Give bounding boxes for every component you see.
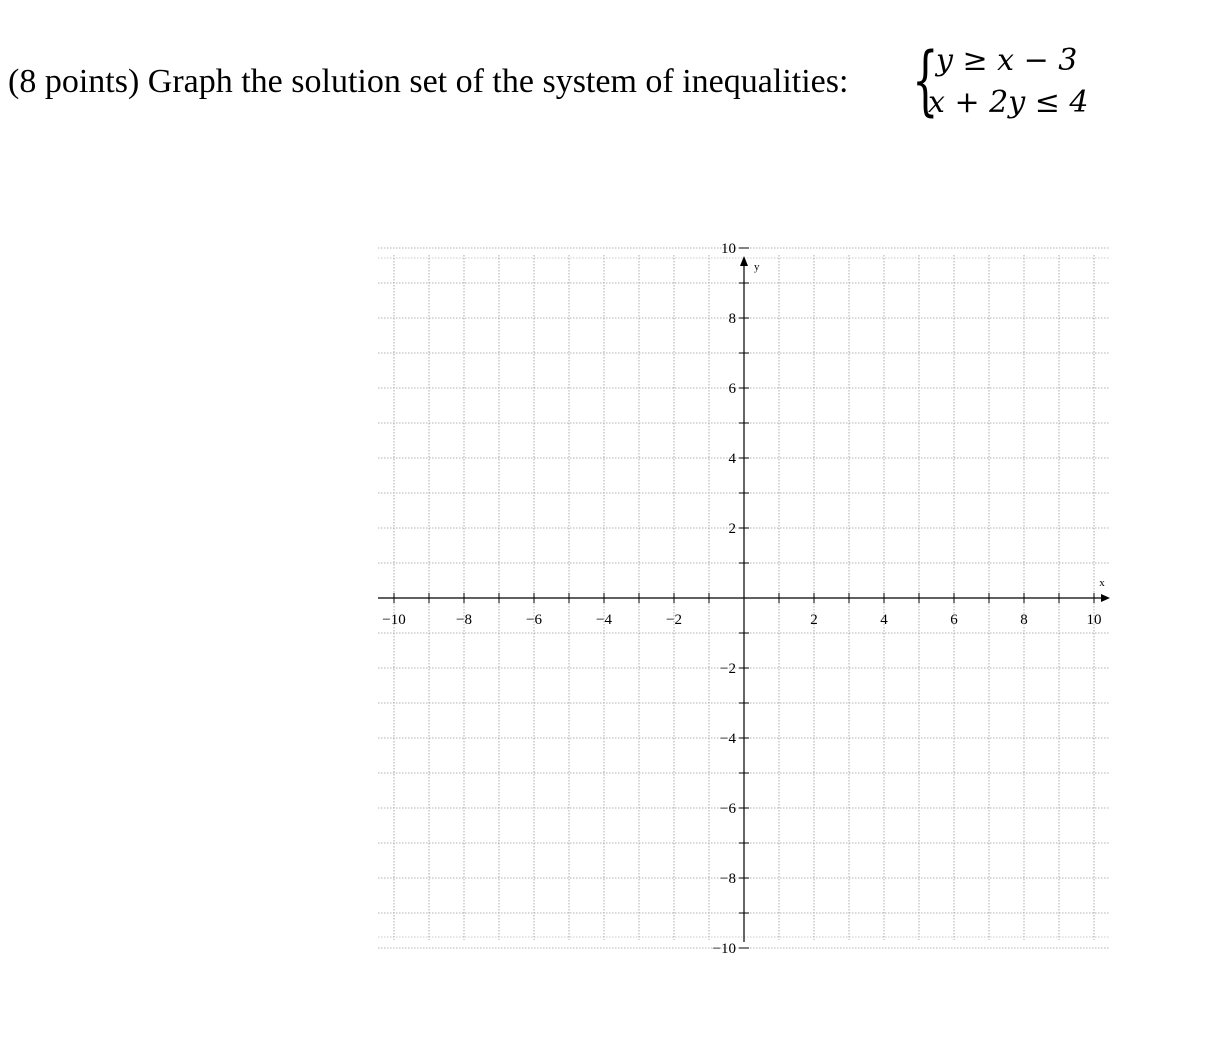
x-tick-label: −2	[666, 612, 682, 628]
y-tick-label: −4	[720, 731, 736, 747]
y-tick-label: 8	[728, 311, 736, 327]
y-tick-label: 4	[728, 451, 736, 467]
inequality-2: x + 2y ≤ 4	[928, 85, 1089, 120]
axes	[378, 256, 1110, 942]
x-axis-label: x	[1099, 577, 1105, 589]
y-tick-label: 10	[721, 241, 736, 257]
x-tick-label: −4	[596, 612, 612, 628]
x-tick-label: −8	[456, 612, 472, 628]
y-axis-label: y	[754, 261, 760, 273]
x-tick-label: −10	[382, 612, 406, 628]
y-tick-label: −10	[712, 941, 736, 957]
y-tick-label: −6	[720, 801, 736, 817]
x-tick-label: 10	[1086, 612, 1102, 628]
y-axis-arrow-icon	[740, 256, 748, 266]
x-tick-label: 2	[810, 612, 818, 628]
x-tick-label: 6	[950, 612, 958, 628]
question-text: (8 points) Graph the solution set of the system of inequalities:	[8, 63, 849, 100]
x-tick-label: 4	[880, 612, 888, 628]
x-tick-label: −6	[526, 612, 542, 628]
y-tick-label: −8	[720, 871, 736, 887]
left-brace-icon: {	[912, 35, 939, 124]
x-axis-arrow-icon	[1101, 594, 1110, 602]
x-tick-label: 8	[1020, 612, 1028, 628]
inequality-1: y ≥ x − 3	[936, 43, 1078, 78]
y-tick-label: −2	[720, 661, 736, 677]
y-tick-label: 2	[728, 521, 736, 537]
y-tick-label: 6	[728, 381, 736, 397]
